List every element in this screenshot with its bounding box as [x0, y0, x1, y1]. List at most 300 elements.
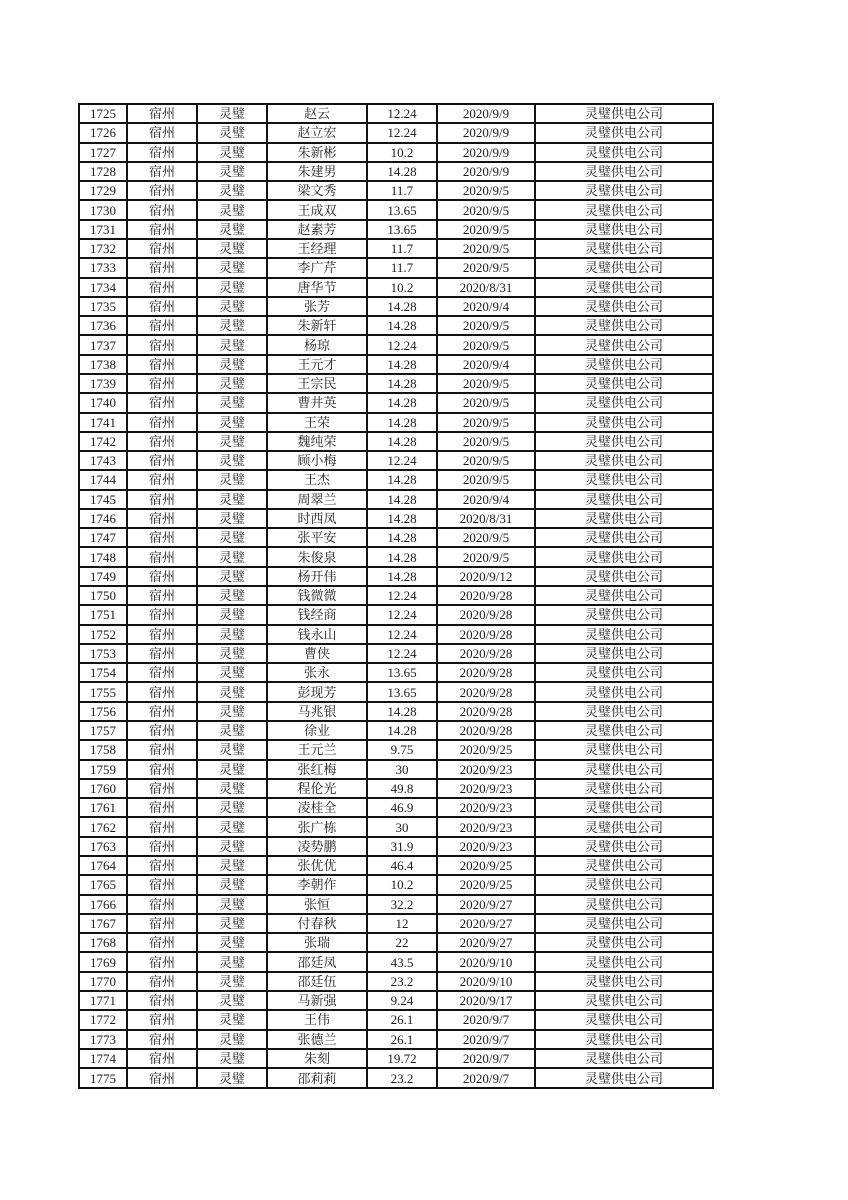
cell-county: 灵璧 — [197, 856, 267, 875]
cell-date: 2020/9/5 — [437, 470, 535, 489]
cell-city: 宿州 — [127, 1030, 197, 1049]
cell-county: 灵璧 — [197, 451, 267, 470]
cell-county: 灵璧 — [197, 837, 267, 856]
cell-company: 灵璧供电公司 — [535, 972, 713, 991]
table-row — [79, 933, 713, 952]
cell-date: 2020/9/5 — [437, 374, 535, 393]
cell-company: 灵璧供电公司 — [535, 895, 713, 914]
cell-city: 宿州 — [127, 239, 197, 258]
cell-id: 1772 — [79, 1010, 127, 1029]
cell-id: 1732 — [79, 239, 127, 258]
cell-county: 灵璧 — [197, 509, 267, 528]
cell-id: 1754 — [79, 663, 127, 682]
cell-company: 灵璧供电公司 — [535, 817, 713, 836]
cell-county: 灵璧 — [197, 239, 267, 258]
cell-amount: 14.28 — [367, 393, 437, 412]
cell-county: 灵璧 — [197, 682, 267, 701]
cell-county: 灵璧 — [197, 798, 267, 817]
cell-city: 宿州 — [127, 470, 197, 489]
cell-city: 宿州 — [127, 933, 197, 952]
cell-county: 灵璧 — [197, 567, 267, 586]
cell-county: 灵璧 — [197, 875, 267, 894]
cell-name: 邵廷凤 — [267, 952, 367, 971]
cell-id: 1751 — [79, 605, 127, 624]
table-row — [79, 895, 713, 914]
records-table — [78, 103, 714, 1089]
cell-city: 宿州 — [127, 856, 197, 875]
cell-id: 1770 — [79, 972, 127, 991]
cell-id: 1728 — [79, 162, 127, 181]
cell-name: 王伟 — [267, 1010, 367, 1029]
cell-city: 宿州 — [127, 528, 197, 547]
cell-date: 2020/9/5 — [437, 393, 535, 412]
cell-id: 1763 — [79, 837, 127, 856]
table-row — [79, 663, 713, 682]
table-row — [79, 1030, 713, 1049]
table-row — [79, 200, 713, 219]
cell-id: 1742 — [79, 432, 127, 451]
cell-date: 2020/9/10 — [437, 972, 535, 991]
cell-name: 钱微微 — [267, 586, 367, 605]
cell-date: 2020/9/7 — [437, 1068, 535, 1088]
cell-company: 灵璧供电公司 — [535, 837, 713, 856]
table-row — [79, 509, 713, 528]
cell-name: 王元兰 — [267, 740, 367, 759]
table-row — [79, 413, 713, 432]
cell-company: 灵璧供电公司 — [535, 1030, 713, 1049]
cell-amount: 14.28 — [367, 528, 437, 547]
cell-city: 宿州 — [127, 374, 197, 393]
cell-name: 杨琼 — [267, 335, 367, 354]
cell-name: 程伦光 — [267, 779, 367, 798]
table-row — [79, 181, 713, 200]
cell-id: 1756 — [79, 702, 127, 721]
cell-name: 马兆银 — [267, 702, 367, 721]
cell-amount: 49.8 — [367, 779, 437, 798]
cell-id: 1748 — [79, 547, 127, 566]
cell-county: 灵璧 — [197, 393, 267, 412]
cell-name: 顾小梅 — [267, 451, 367, 470]
table-row — [79, 258, 713, 277]
cell-name: 周翠兰 — [267, 490, 367, 509]
cell-county: 灵璧 — [197, 702, 267, 721]
cell-date: 2020/9/25 — [437, 875, 535, 894]
table-body — [79, 104, 713, 1088]
cell-company: 灵璧供电公司 — [535, 413, 713, 432]
table-row — [79, 470, 713, 489]
cell-id: 1733 — [79, 258, 127, 277]
cell-name: 付春秋 — [267, 914, 367, 933]
table-row — [79, 143, 713, 162]
cell-name: 曹侠 — [267, 644, 367, 663]
cell-city: 宿州 — [127, 663, 197, 682]
cell-city: 宿州 — [127, 104, 197, 123]
cell-company: 灵璧供电公司 — [535, 933, 713, 952]
table-row — [79, 547, 713, 566]
cell-county: 灵璧 — [197, 413, 267, 432]
cell-name: 张平安 — [267, 528, 367, 547]
cell-company: 灵璧供电公司 — [535, 798, 713, 817]
cell-amount: 13.65 — [367, 220, 437, 239]
cell-id: 1759 — [79, 760, 127, 779]
table-row — [79, 644, 713, 663]
cell-city: 宿州 — [127, 644, 197, 663]
cell-company: 灵璧供电公司 — [535, 528, 713, 547]
cell-date: 2020/9/28 — [437, 625, 535, 644]
cell-city: 宿州 — [127, 297, 197, 316]
cell-name: 徐业 — [267, 721, 367, 740]
cell-amount: 14.28 — [367, 490, 437, 509]
cell-company: 灵璧供电公司 — [535, 509, 713, 528]
cell-company: 灵璧供电公司 — [535, 220, 713, 239]
cell-city: 宿州 — [127, 972, 197, 991]
cell-date: 2020/9/5 — [437, 239, 535, 258]
cell-city: 宿州 — [127, 547, 197, 566]
cell-amount: 11.7 — [367, 239, 437, 258]
table-row — [79, 779, 713, 798]
cell-id: 1730 — [79, 200, 127, 219]
cell-amount: 12.24 — [367, 123, 437, 142]
cell-date: 2020/9/28 — [437, 644, 535, 663]
cell-id: 1725 — [79, 104, 127, 123]
cell-date: 2020/9/9 — [437, 104, 535, 123]
cell-county: 灵璧 — [197, 355, 267, 374]
cell-company: 灵璧供电公司 — [535, 316, 713, 335]
cell-city: 宿州 — [127, 760, 197, 779]
cell-date: 2020/9/9 — [437, 162, 535, 181]
cell-company: 灵璧供电公司 — [535, 335, 713, 354]
cell-city: 宿州 — [127, 1010, 197, 1029]
table-row — [79, 432, 713, 451]
cell-name: 张德兰 — [267, 1030, 367, 1049]
cell-county: 灵璧 — [197, 335, 267, 354]
table-row — [79, 760, 713, 779]
table-row — [79, 721, 713, 740]
cell-city: 宿州 — [127, 490, 197, 509]
cell-amount: 10.2 — [367, 278, 437, 297]
cell-city: 宿州 — [127, 413, 197, 432]
table-row — [79, 335, 713, 354]
cell-city: 宿州 — [127, 952, 197, 971]
table-row — [79, 702, 713, 721]
cell-county: 灵璧 — [197, 663, 267, 682]
cell-name: 邵廷伍 — [267, 972, 367, 991]
table-row — [79, 1049, 713, 1068]
cell-id: 1747 — [79, 528, 127, 547]
cell-id: 1741 — [79, 413, 127, 432]
cell-county: 灵璧 — [197, 933, 267, 952]
cell-amount: 23.2 — [367, 1068, 437, 1088]
cell-county: 灵璧 — [197, 490, 267, 509]
cell-date: 2020/9/27 — [437, 895, 535, 914]
cell-amount: 12.24 — [367, 605, 437, 624]
table-row — [79, 162, 713, 181]
cell-amount: 14.28 — [367, 547, 437, 566]
cell-city: 宿州 — [127, 123, 197, 142]
cell-amount: 13.65 — [367, 682, 437, 701]
cell-id: 1762 — [79, 817, 127, 836]
cell-amount: 12.24 — [367, 104, 437, 123]
cell-name: 张永 — [267, 663, 367, 682]
cell-county: 灵璧 — [197, 278, 267, 297]
cell-county: 灵璧 — [197, 316, 267, 335]
cell-date: 2020/9/7 — [437, 1030, 535, 1049]
cell-amount: 14.28 — [367, 355, 437, 374]
table-row — [79, 605, 713, 624]
cell-amount: 12.24 — [367, 586, 437, 605]
cell-id: 1758 — [79, 740, 127, 759]
cell-id: 1726 — [79, 123, 127, 142]
cell-company: 灵璧供电公司 — [535, 663, 713, 682]
cell-id: 1761 — [79, 798, 127, 817]
cell-amount: 14.28 — [367, 374, 437, 393]
cell-date: 2020/9/5 — [437, 220, 535, 239]
table-row — [79, 625, 713, 644]
cell-city: 宿州 — [127, 316, 197, 335]
cell-date: 2020/9/28 — [437, 663, 535, 682]
cell-id: 1745 — [79, 490, 127, 509]
cell-id: 1768 — [79, 933, 127, 952]
cell-amount: 12.24 — [367, 644, 437, 663]
cell-company: 灵璧供电公司 — [535, 181, 713, 200]
table-row — [79, 798, 713, 817]
cell-amount: 9.24 — [367, 991, 437, 1010]
table-row — [79, 374, 713, 393]
cell-id: 1740 — [79, 393, 127, 412]
cell-amount: 11.7 — [367, 258, 437, 277]
cell-county: 灵璧 — [197, 586, 267, 605]
cell-name: 王元才 — [267, 355, 367, 374]
cell-county: 灵璧 — [197, 991, 267, 1010]
cell-name: 唐华节 — [267, 278, 367, 297]
table-row — [79, 104, 713, 123]
table-row — [79, 740, 713, 759]
cell-company: 灵璧供电公司 — [535, 952, 713, 971]
cell-company: 灵璧供电公司 — [535, 470, 713, 489]
cell-name: 钱永山 — [267, 625, 367, 644]
cell-name: 朱俊泉 — [267, 547, 367, 566]
cell-date: 2020/9/5 — [437, 258, 535, 277]
cell-company: 灵璧供电公司 — [535, 721, 713, 740]
table-row — [79, 355, 713, 374]
cell-name: 凌桂全 — [267, 798, 367, 817]
cell-id: 1765 — [79, 875, 127, 894]
cell-id: 1731 — [79, 220, 127, 239]
cell-city: 宿州 — [127, 625, 197, 644]
cell-date: 2020/9/27 — [437, 914, 535, 933]
cell-id: 1739 — [79, 374, 127, 393]
cell-city: 宿州 — [127, 220, 197, 239]
cell-city: 宿州 — [127, 895, 197, 914]
cell-amount: 46.4 — [367, 856, 437, 875]
cell-name: 王成双 — [267, 200, 367, 219]
cell-name: 凌势鹏 — [267, 837, 367, 856]
cell-county: 灵璧 — [197, 1049, 267, 1068]
table-row — [79, 1068, 713, 1088]
cell-amount: 14.28 — [367, 162, 437, 181]
cell-date: 2020/9/5 — [437, 413, 535, 432]
cell-company: 灵璧供电公司 — [535, 586, 713, 605]
cell-id: 1744 — [79, 470, 127, 489]
cell-name: 张芳 — [267, 297, 367, 316]
cell-name: 李广芹 — [267, 258, 367, 277]
cell-company: 灵璧供电公司 — [535, 740, 713, 759]
cell-county: 灵璧 — [197, 1030, 267, 1049]
cell-company: 灵璧供电公司 — [535, 875, 713, 894]
cell-date: 2020/9/23 — [437, 779, 535, 798]
cell-amount: 14.28 — [367, 721, 437, 740]
cell-amount: 9.75 — [367, 740, 437, 759]
cell-city: 宿州 — [127, 817, 197, 836]
cell-company: 灵璧供电公司 — [535, 547, 713, 566]
cell-county: 灵璧 — [197, 1068, 267, 1088]
cell-id: 1769 — [79, 952, 127, 971]
table-row — [79, 278, 713, 297]
cell-county: 灵璧 — [197, 644, 267, 663]
cell-county: 灵璧 — [197, 297, 267, 316]
cell-county: 灵璧 — [197, 432, 267, 451]
cell-company: 灵璧供电公司 — [535, 239, 713, 258]
cell-county: 灵璧 — [197, 740, 267, 759]
cell-date: 2020/9/23 — [437, 798, 535, 817]
cell-city: 宿州 — [127, 258, 197, 277]
cell-date: 2020/9/5 — [437, 200, 535, 219]
cell-company: 灵璧供电公司 — [535, 258, 713, 277]
cell-name: 赵云 — [267, 104, 367, 123]
cell-date: 2020/8/31 — [437, 509, 535, 528]
cell-city: 宿州 — [127, 798, 197, 817]
cell-date: 2020/9/5 — [437, 316, 535, 335]
cell-id: 1727 — [79, 143, 127, 162]
cell-id: 1737 — [79, 335, 127, 354]
cell-company: 灵璧供电公司 — [535, 143, 713, 162]
cell-name: 王宗民 — [267, 374, 367, 393]
cell-county: 灵璧 — [197, 528, 267, 547]
cell-amount: 10.2 — [367, 143, 437, 162]
cell-company: 灵璧供电公司 — [535, 1049, 713, 1068]
cell-id: 1729 — [79, 181, 127, 200]
cell-date: 2020/9/5 — [437, 547, 535, 566]
cell-city: 宿州 — [127, 143, 197, 162]
table-row — [79, 837, 713, 856]
cell-id: 1746 — [79, 509, 127, 528]
cell-amount: 26.1 — [367, 1010, 437, 1029]
cell-date: 2020/9/5 — [437, 432, 535, 451]
cell-county: 灵璧 — [197, 779, 267, 798]
cell-id: 1753 — [79, 644, 127, 663]
cell-county: 灵璧 — [197, 547, 267, 566]
cell-city: 宿州 — [127, 393, 197, 412]
cell-name: 赵素芳 — [267, 220, 367, 239]
table-row — [79, 123, 713, 142]
cell-county: 灵璧 — [197, 1010, 267, 1029]
table-row — [79, 490, 713, 509]
cell-county: 灵璧 — [197, 470, 267, 489]
cell-company: 灵璧供电公司 — [535, 393, 713, 412]
cell-date: 2020/9/23 — [437, 837, 535, 856]
cell-name: 张恒 — [267, 895, 367, 914]
cell-name: 杨开伟 — [267, 567, 367, 586]
cell-city: 宿州 — [127, 509, 197, 528]
cell-date: 2020/9/28 — [437, 605, 535, 624]
cell-amount: 12.24 — [367, 625, 437, 644]
cell-amount: 46.9 — [367, 798, 437, 817]
cell-company: 灵璧供电公司 — [535, 123, 713, 142]
cell-company: 灵璧供电公司 — [535, 702, 713, 721]
cell-amount: 14.28 — [367, 297, 437, 316]
cell-name: 李朝作 — [267, 875, 367, 894]
cell-city: 宿州 — [127, 278, 197, 297]
cell-date: 2020/9/4 — [437, 297, 535, 316]
cell-amount: 10.2 — [367, 875, 437, 894]
cell-id: 1764 — [79, 856, 127, 875]
cell-company: 灵璧供电公司 — [535, 760, 713, 779]
cell-date: 2020/9/27 — [437, 933, 535, 952]
cell-date: 2020/9/9 — [437, 123, 535, 142]
cell-name: 王经理 — [267, 239, 367, 258]
cell-amount: 14.28 — [367, 432, 437, 451]
cell-city: 宿州 — [127, 1049, 197, 1068]
cell-city: 宿州 — [127, 200, 197, 219]
cell-id: 1750 — [79, 586, 127, 605]
cell-company: 灵璧供电公司 — [535, 490, 713, 509]
cell-county: 灵璧 — [197, 760, 267, 779]
cell-amount: 22 — [367, 933, 437, 952]
cell-date: 2020/9/28 — [437, 721, 535, 740]
cell-name: 魏纯荣 — [267, 432, 367, 451]
cell-date: 2020/9/5 — [437, 181, 535, 200]
table-row — [79, 220, 713, 239]
cell-amount: 14.28 — [367, 316, 437, 335]
cell-company: 灵璧供电公司 — [535, 297, 713, 316]
cell-amount: 12.24 — [367, 451, 437, 470]
cell-company: 灵璧供电公司 — [535, 1068, 713, 1088]
cell-date: 2020/9/25 — [437, 740, 535, 759]
cell-id: 1766 — [79, 895, 127, 914]
table-row — [79, 297, 713, 316]
cell-amount: 14.28 — [367, 567, 437, 586]
table-row — [79, 914, 713, 933]
cell-name: 朱新轩 — [267, 316, 367, 335]
cell-amount: 13.65 — [367, 200, 437, 219]
table-row — [79, 991, 713, 1010]
cell-date: 2020/9/7 — [437, 1049, 535, 1068]
cell-company: 灵璧供电公司 — [535, 162, 713, 181]
cell-city: 宿州 — [127, 837, 197, 856]
cell-county: 灵璧 — [197, 104, 267, 123]
table-row — [79, 239, 713, 258]
table-row — [79, 451, 713, 470]
cell-city: 宿州 — [127, 702, 197, 721]
cell-name: 赵立宏 — [267, 123, 367, 142]
cell-company: 灵璧供电公司 — [535, 625, 713, 644]
cell-id: 1734 — [79, 278, 127, 297]
cell-county: 灵璧 — [197, 143, 267, 162]
cell-amount: 32.2 — [367, 895, 437, 914]
cell-company: 灵璧供电公司 — [535, 682, 713, 701]
cell-amount: 19.72 — [367, 1049, 437, 1068]
cell-city: 宿州 — [127, 586, 197, 605]
cell-id: 1736 — [79, 316, 127, 335]
cell-city: 宿州 — [127, 682, 197, 701]
table-row — [79, 316, 713, 335]
cell-date: 2020/9/10 — [437, 952, 535, 971]
cell-amount: 12 — [367, 914, 437, 933]
cell-name: 张瑞 — [267, 933, 367, 952]
table-row — [79, 875, 713, 894]
cell-amount: 14.28 — [367, 413, 437, 432]
cell-amount: 12.24 — [367, 335, 437, 354]
